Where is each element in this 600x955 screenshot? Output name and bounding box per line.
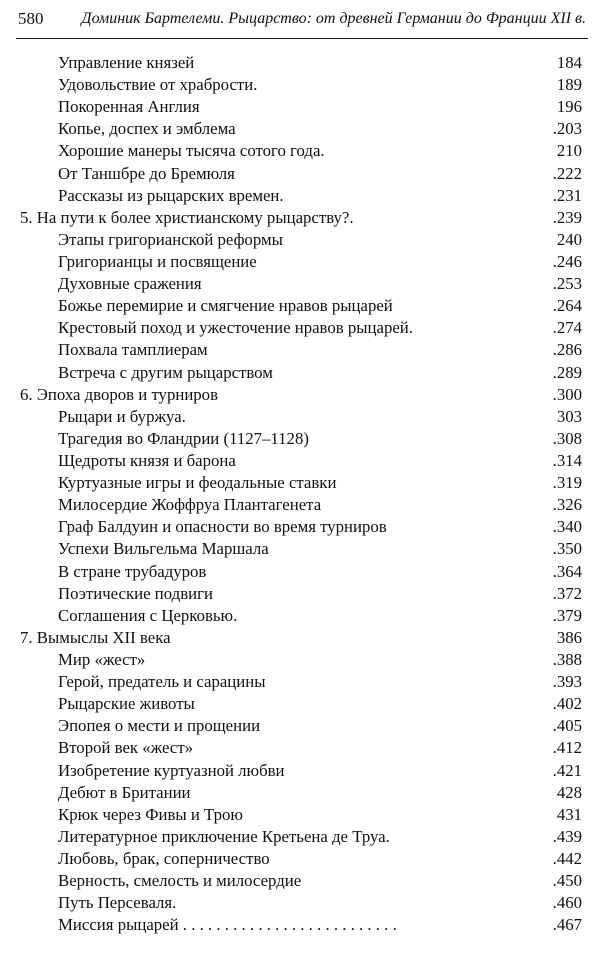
toc-entry-title: Рыцари и буржуа. [58, 406, 186, 426]
toc-chapter-entry [0, 627, 600, 649]
toc-entry-page: .364 [552, 561, 582, 581]
toc-entry-page: 386 [556, 627, 582, 647]
toc-entry-title: Духовные сражения [58, 274, 202, 294]
toc-entry [0, 251, 600, 273]
toc-entry [0, 317, 600, 339]
toc-entry-title: Верность, смелость и милосердие [58, 871, 302, 891]
toc-entry [0, 848, 600, 870]
table-of-contents [0, 52, 600, 936]
toc-entry [0, 273, 600, 295]
toc-entry [0, 163, 600, 185]
toc-entry-title: Копье, доспех и эмблема [58, 119, 236, 139]
toc-entry-page: .239 [552, 207, 582, 227]
toc-entry [0, 583, 600, 605]
toc-entry-page: .300 [552, 384, 582, 404]
toc-entry-page: 431 [556, 804, 582, 824]
toc-entry-page: .314 [552, 450, 582, 470]
toc-entry-title: Путь Персеваля. [58, 893, 177, 913]
toc-entry [0, 118, 600, 140]
toc-entry-title: Герой, предатель и сарацины [58, 672, 266, 692]
toc-entry-page: 240 [556, 229, 582, 249]
toc-entry-title: Милосердие Жоффруа Плантагенета [58, 495, 322, 515]
toc-entry [0, 74, 600, 96]
toc-entry-title: 6. Эпоха дворов и турниров [20, 384, 218, 404]
toc-entry-title: Божье перемирие и смягчение нравов рыцарей [58, 296, 393, 316]
toc-entry-title: Мир «жест» [58, 649, 146, 669]
toc-entry-title: Соглашения с Церковью. [58, 605, 238, 625]
toc-entry-page: .460 [552, 893, 582, 913]
toc-entry-page: .326 [552, 495, 582, 515]
header-rule [16, 38, 588, 39]
toc-entry-page: 189 [556, 75, 582, 95]
toc-entry-title: Миссия рыцарей . . . . . . . . . . . . . . . . . . . . . . . . . . [58, 915, 397, 935]
toc-entry-title: Этапы григорианской реформы [58, 229, 283, 249]
toc-entry-page: .289 [552, 362, 582, 382]
toc-entry-page: .340 [552, 517, 582, 537]
toc-entry-page: .308 [552, 428, 582, 448]
toc-entry-title: Дебют в Британии [58, 782, 191, 802]
toc-entry [0, 362, 600, 384]
toc-entry-page: 428 [556, 782, 582, 802]
toc-entry-title: Покоренная Англия [58, 97, 200, 117]
toc-entry-page: .450 [552, 871, 582, 891]
toc-entry-title: 7. Вымыслы XII века [20, 627, 171, 647]
toc-entry-title: Изобретение куртуазной любви [58, 760, 285, 780]
toc-entry [0, 406, 600, 428]
toc-entry [0, 605, 600, 627]
toc-entry [0, 339, 600, 361]
toc-entry [0, 96, 600, 118]
toc-entry [0, 516, 600, 538]
toc-entry-page: 184 [556, 53, 582, 72]
toc-entry-page: .421 [552, 760, 582, 780]
toc-entry [0, 671, 600, 693]
toc-entry-title: В стране трубадуров [58, 561, 207, 581]
toc-entry-title: Управление князей [58, 53, 195, 72]
toc-entry-page: .393 [552, 672, 582, 692]
toc-entry-page: .388 [552, 649, 582, 669]
toc-entry-page: 303 [556, 406, 582, 426]
toc-entry [0, 295, 600, 317]
toc-entry [0, 52, 600, 74]
page-number: 580 [18, 9, 44, 28]
toc-entry [0, 760, 600, 782]
toc-entry-title: Успехи Вильгельма Маршала [58, 539, 269, 559]
toc-entry [0, 892, 600, 914]
toc-entry-title: Литературное приключение Кретьена де Труа. [58, 826, 390, 846]
toc-entry [0, 561, 600, 583]
toc-entry-title: Удовольствие от храбрости. [58, 75, 258, 95]
toc-entry [0, 428, 600, 450]
toc-entry-title: Похвала тамплиерам [58, 340, 208, 360]
running-title: Доминик Бартелеми. Рыцарство: от древней Германии до Франции XII в. [81, 10, 586, 27]
toc-entry [0, 450, 600, 472]
toc-chapter-entry [0, 207, 600, 229]
toc-chapter-entry [0, 384, 600, 406]
toc-entry-title: Щедроты князя и барона [58, 450, 236, 470]
toc-entry [0, 538, 600, 560]
toc-entry-page: .467 [552, 915, 582, 935]
toc-entry [0, 914, 600, 936]
toc-entry-page: 210 [556, 141, 582, 161]
toc-entry-title: Встреча с другим рыцарством [58, 362, 273, 382]
toc-entry [0, 737, 600, 759]
toc-entry-title: Крестовый поход и ужесточение нравов рыцарей. [58, 318, 413, 338]
toc-entry-title: Рассказы из рыцарских времен. [58, 185, 284, 205]
toc-entry-title: Григорианцы и посвящение [58, 251, 257, 271]
toc-entry-page: .319 [552, 473, 582, 493]
toc-entry-title: Хорошие манеры тысяча сотого года. [58, 141, 325, 161]
toc-entry [0, 649, 600, 671]
toc-entry-title: 5. На пути к более христианскому рыцарству?. [20, 207, 354, 227]
toc-entry [0, 693, 600, 715]
toc-entry-page: .246 [552, 251, 582, 271]
toc-entry-title: Любовь, брак, соперничество [58, 848, 270, 868]
toc-entry-page: .379 [552, 605, 582, 625]
toc-entry-page: .350 [552, 539, 582, 559]
toc-entry-page: .442 [552, 848, 582, 868]
toc-entry-page: .286 [552, 340, 582, 360]
toc-entry-page: .222 [552, 163, 582, 183]
toc-entry-title: Второй век «жест» [58, 738, 194, 758]
toc-entry-title: Рыцарские животы [58, 694, 195, 714]
toc-entry-page: .405 [552, 716, 582, 736]
toc-entry-title: Поэтические подвиги [58, 583, 213, 603]
toc-entry-page: 196 [556, 97, 582, 117]
toc-entry-page: .372 [552, 583, 582, 603]
toc-entry [0, 715, 600, 737]
toc-entry-title: Граф Балдуин и опасности во время турниров [58, 517, 387, 537]
toc-entry-title: От Таншбре до Бремюля [58, 163, 235, 183]
toc-entry [0, 140, 600, 162]
toc-entry-title: Эпопея о мести и прощении [58, 716, 261, 736]
toc-entry-page: .439 [552, 826, 582, 846]
toc-entry-page: .264 [552, 296, 582, 316]
toc-entry-page: .412 [552, 738, 582, 758]
toc-entry [0, 804, 600, 826]
toc-entry-page: .203 [552, 119, 582, 139]
toc-entry-page: .231 [552, 185, 582, 205]
toc-entry [0, 229, 600, 251]
toc-entry-title: Крюк через Фивы и Трою [58, 804, 243, 824]
toc-entry [0, 472, 600, 494]
toc-entry-page: .253 [552, 274, 582, 294]
toc-entry-page: .274 [552, 318, 582, 338]
toc-entry [0, 185, 600, 207]
toc-entry [0, 870, 600, 892]
toc-entry-title: Трагедия во Фландрии (1127–1128) [58, 428, 309, 448]
toc-entry [0, 826, 600, 848]
page-header [18, 9, 586, 35]
toc-entry-page: .402 [552, 694, 582, 714]
toc-entry [0, 782, 600, 804]
toc-entry-title: Куртуазные игры и феодальные ставки [58, 473, 337, 493]
toc-entry [0, 494, 600, 516]
